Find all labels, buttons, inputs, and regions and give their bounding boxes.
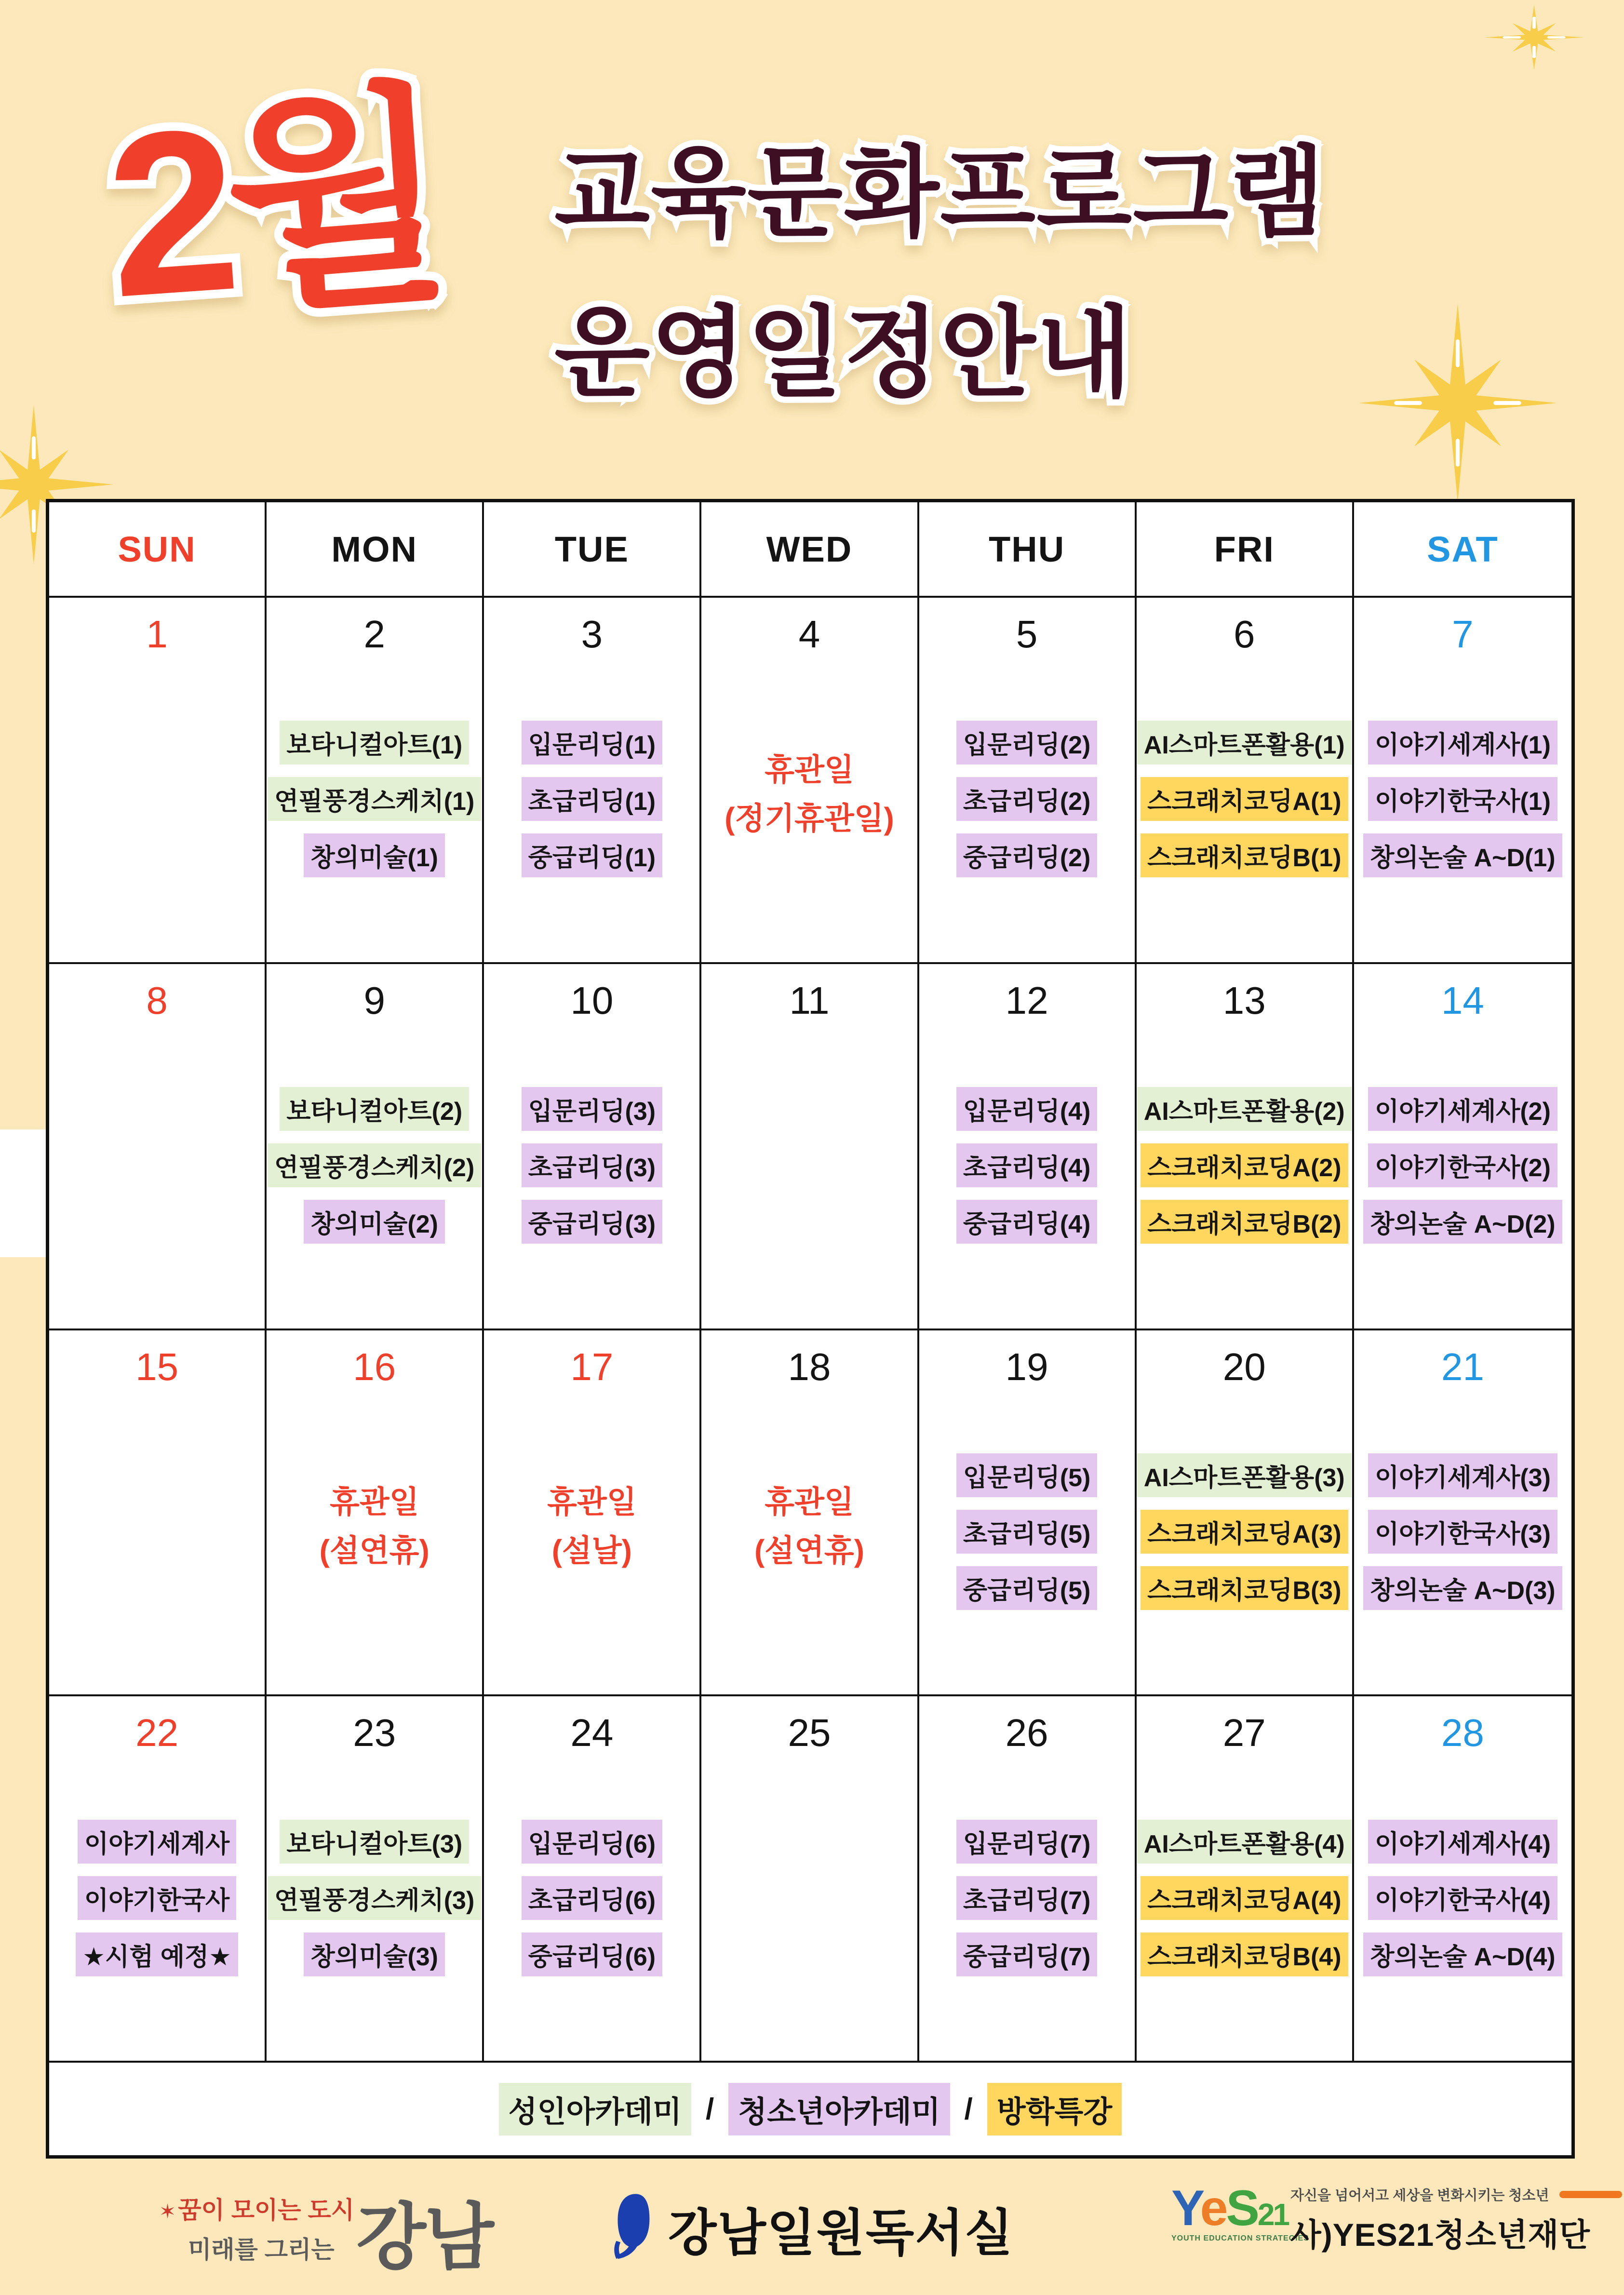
holiday-note-line: (설연휴) <box>319 1533 429 1569</box>
event-label: ★시험 예정★ <box>76 1933 238 1976</box>
day-header-thu: THU <box>919 502 1137 598</box>
gangnam-slogan-line2: 미래를 그리는 <box>188 2236 335 2263</box>
event-list <box>267 670 482 962</box>
event-list <box>1354 1036 1571 1329</box>
date-number: 9 <box>363 979 385 1022</box>
date-number: 24 <box>570 1711 614 1755</box>
calendar-cell <box>267 964 484 1330</box>
date-number: 7 <box>1452 613 1474 656</box>
calendar-cell <box>49 1696 267 2063</box>
day-header-sun: SUN <box>49 502 267 598</box>
event-label: 입문리딩(2) <box>956 721 1097 765</box>
day-header-tue: TUE <box>484 502 701 598</box>
calendar-cell <box>484 964 701 1330</box>
calendar-cell <box>1354 1330 1571 1697</box>
calendar-cell <box>1354 964 1571 1330</box>
event-list <box>919 670 1135 962</box>
calendar-cell <box>919 1696 1137 2063</box>
date-number: 22 <box>135 1711 179 1755</box>
event-label: 이야기한국사(2) <box>1368 1143 1557 1187</box>
date-number: 19 <box>1005 1345 1048 1388</box>
event-label: 이야기한국사 <box>78 1876 236 1920</box>
date-number: 28 <box>1441 1711 1484 1755</box>
yes21-mark <box>1171 2180 1309 2243</box>
event-list <box>49 1036 265 1329</box>
holiday-note <box>484 1403 699 1695</box>
yes21-letter-y: Y <box>1171 2180 1200 2236</box>
event-label: AI스마트폰활용(4) <box>1137 1820 1352 1864</box>
holiday-note <box>267 1403 482 1695</box>
event-list <box>1137 1403 1352 1695</box>
event-label: 중급리딩(1) <box>522 833 662 877</box>
orange-bar-icon <box>1559 2191 1622 2198</box>
date-number: 12 <box>1005 979 1048 1022</box>
day-header-wed: WED <box>701 502 919 598</box>
event-label: 입문리딩(6) <box>522 1820 662 1864</box>
calendar-cell <box>267 1330 484 1697</box>
event-label: 초급리딩(6) <box>522 1876 662 1920</box>
event-label: 이야기세계사 <box>78 1820 236 1864</box>
yes21-letter-s: S <box>1226 2180 1258 2236</box>
date-number: 26 <box>1005 1711 1048 1755</box>
calendar-cell <box>49 964 267 1330</box>
holiday-note-line: (설날) <box>551 1533 632 1569</box>
date-number: 5 <box>1016 613 1038 656</box>
holiday-note-line: 휴관일 <box>329 1485 419 1520</box>
event-list <box>919 1403 1135 1695</box>
event-label: AI스마트폰활용(3) <box>1137 1453 1352 1497</box>
reading-room-icon <box>612 2192 654 2265</box>
legend-item: 성인아카데미 <box>499 2083 691 2135</box>
event-label: 초급리딩(5) <box>956 1510 1097 1554</box>
calendar-cell <box>1354 598 1571 964</box>
date-number: 6 <box>1234 613 1255 656</box>
library-logo <box>612 2192 1014 2265</box>
event-label: 보타니컬아트(1) <box>280 721 469 765</box>
date-number: 20 <box>1222 1345 1266 1388</box>
yes21-subtitle: YOUTH EDUCATION STRATEGIES <box>1171 2234 1309 2242</box>
yes21-tagline-row <box>1290 2185 1622 2204</box>
month-badge: 2월 <box>100 64 448 346</box>
legend-item: 청소년아카데미 <box>728 2083 950 2135</box>
event-list <box>919 1769 1135 2061</box>
sparkle-star-icon <box>1358 304 1557 502</box>
date-number: 4 <box>798 613 820 656</box>
gangnam-slogan-line1 <box>159 2191 354 2226</box>
poster-title <box>554 113 1326 433</box>
date-number: 23 <box>353 1711 396 1755</box>
calendar-cell <box>267 1696 484 2063</box>
event-list <box>919 1036 1135 1329</box>
date-number: 17 <box>570 1345 614 1388</box>
poster-title-line2: 운영일정안내 <box>554 298 1133 409</box>
event-list <box>1354 1769 1571 2061</box>
event-list <box>267 1036 482 1329</box>
event-label: 창의논술 A~D(4) <box>1363 1933 1562 1976</box>
event-list <box>1137 1036 1352 1329</box>
calendar-cell <box>484 1330 701 1697</box>
calendar-cell <box>919 1330 1137 1697</box>
event-label: 스크래치코딩B(3) <box>1141 1566 1348 1610</box>
event-list <box>1354 670 1571 962</box>
event-label: 창의논술 A~D(1) <box>1363 833 1562 877</box>
event-label: 이야기한국사(1) <box>1368 777 1557 821</box>
day-header-mon: MON <box>267 502 484 598</box>
event-label: 창의미술(1) <box>304 833 444 877</box>
library-name: 강남일원독서실 <box>668 2205 1014 2261</box>
event-list <box>701 1036 917 1329</box>
event-list <box>1137 670 1352 962</box>
event-label: 초급리딩(3) <box>522 1143 662 1187</box>
event-label: 연필풍경스케치(1) <box>268 777 481 821</box>
date-number: 2 <box>363 613 385 656</box>
star-icon: ✶ <box>159 2200 176 2223</box>
holiday-note-line: (설연휴) <box>754 1533 865 1569</box>
event-list <box>267 1769 482 2061</box>
calendar-cell <box>701 964 919 1330</box>
calendar-cell <box>49 1330 267 1697</box>
calendar-cell <box>701 598 919 964</box>
decoration-white-strip <box>0 1129 46 1257</box>
event-list <box>1354 1403 1571 1695</box>
event-label: 스크래치코딩B(1) <box>1141 833 1348 877</box>
event-label: 연필풍경스케치(3) <box>268 1876 481 1920</box>
date-number: 25 <box>788 1711 831 1755</box>
gangnam-slogan-line1-text: 꿈이 모이는 도시 <box>178 2197 355 2224</box>
date-number: 16 <box>353 1345 396 1388</box>
event-label: 이야기세계사(3) <box>1368 1453 1557 1497</box>
calendar-cell <box>1137 1696 1354 2063</box>
event-label: 스크래치코딩A(2) <box>1141 1143 1348 1187</box>
holiday-note <box>701 670 917 962</box>
day-header-sat: SAT <box>1354 502 1571 598</box>
event-label: 중급리딩(4) <box>956 1200 1097 1244</box>
event-label: 이야기세계사(1) <box>1368 721 1557 765</box>
event-label: 연필풍경스케치(2) <box>268 1143 481 1187</box>
event-label: 스크래치코딩A(3) <box>1141 1510 1348 1554</box>
calendar-cell <box>919 964 1137 1330</box>
calendar-cell <box>919 598 1137 964</box>
date-number: 11 <box>789 979 830 1022</box>
gangnam-wordmark: 강남 <box>356 2196 492 2278</box>
event-label: 중급리딩(2) <box>956 833 1097 877</box>
calendar-cell <box>701 1330 919 1697</box>
calendar-cell <box>1137 1330 1354 1697</box>
holiday-note-line: 휴관일 <box>765 752 854 787</box>
event-label: AI스마트폰활용(1) <box>1137 721 1352 765</box>
yes21-tagline: 자신을 넘어서고 세상을 변화시키는 청소년 <box>1290 2188 1549 2203</box>
event-label: 스크래치코딩B(4) <box>1141 1933 1348 1976</box>
event-label: 초급리딩(4) <box>956 1143 1097 1187</box>
date-number: 8 <box>146 979 168 1022</box>
calendar-cell <box>484 598 701 964</box>
legend-row <box>49 2063 1571 2155</box>
holiday-note-line: (정기휴관일) <box>725 801 894 836</box>
event-label: 보타니컬아트(2) <box>280 1087 469 1131</box>
legend-item: 방학특강 <box>987 2083 1122 2135</box>
date-number: 10 <box>570 979 614 1022</box>
event-label: 창의논술 A~D(3) <box>1363 1566 1562 1610</box>
event-label: 입문리딩(7) <box>956 1820 1097 1864</box>
yes21-text-block <box>1290 2185 1622 2255</box>
event-list <box>49 1769 265 2061</box>
event-label: 이야기세계사(4) <box>1368 1820 1557 1864</box>
calendar-cell <box>1137 964 1354 1330</box>
yes21-letter-e: e <box>1200 2180 1226 2236</box>
gangnam-slogan <box>159 2191 354 2268</box>
event-label: 초급리딩(7) <box>956 1876 1097 1920</box>
legend-separator: / <box>706 2092 714 2126</box>
event-label: 이야기세계사(2) <box>1368 1087 1557 1131</box>
event-label: 스크래치코딩A(4) <box>1141 1876 1348 1920</box>
date-number: 1 <box>146 613 168 656</box>
date-number: 27 <box>1222 1711 1266 1755</box>
date-number: 18 <box>788 1345 831 1388</box>
event-label: 보타니컬아트(3) <box>280 1820 469 1864</box>
event-label: 입문리딩(4) <box>956 1087 1097 1131</box>
gangnam-district-logo <box>159 2191 492 2278</box>
holiday-note-line: 휴관일 <box>547 1485 637 1520</box>
event-label: 이야기한국사(3) <box>1368 1510 1557 1554</box>
event-label: 초급리딩(1) <box>522 777 662 821</box>
event-label: 중급리딩(5) <box>956 1566 1097 1610</box>
yes21-number-21: 21 <box>1257 2197 1288 2232</box>
date-number: 21 <box>1441 1345 1484 1388</box>
event-list <box>49 670 265 962</box>
event-label: 초급리딩(2) <box>956 777 1097 821</box>
date-number: 15 <box>135 1345 179 1388</box>
event-list <box>484 1036 699 1329</box>
event-list <box>484 670 699 962</box>
event-list <box>1137 1769 1352 2061</box>
sparkle-star-icon <box>1485 5 1584 70</box>
date-number: 3 <box>581 613 603 656</box>
event-label: 스크래치코딩A(1) <box>1141 777 1348 821</box>
calendar-cell <box>267 598 484 964</box>
calendar-cell <box>701 1696 919 2063</box>
yes21-foundation-name: 사)YES21청소년재단 <box>1290 2217 1590 2253</box>
calendar-cell <box>1354 1696 1571 2063</box>
calendar-grid <box>46 499 1575 2159</box>
event-label: AI스마트폰활용(2) <box>1137 1087 1352 1131</box>
event-label: 창의논술 A~D(2) <box>1363 1200 1562 1244</box>
date-number: 14 <box>1441 979 1484 1022</box>
event-label: 이야기한국사(4) <box>1368 1876 1557 1920</box>
event-label: 입문리딩(1) <box>522 721 662 765</box>
legend-separator: / <box>964 2092 973 2126</box>
day-header-fri: FRI <box>1137 502 1354 598</box>
holiday-note <box>701 1403 917 1695</box>
calendar-cell <box>1137 598 1354 964</box>
yes21-logo <box>1171 2180 1622 2255</box>
event-label: 창의미술(2) <box>304 1200 444 1244</box>
event-label: 중급리딩(7) <box>956 1933 1097 1976</box>
event-label: 창의미술(3) <box>304 1933 444 1976</box>
event-list <box>49 1403 265 1695</box>
event-list <box>484 1769 699 2061</box>
date-number: 13 <box>1222 979 1266 1022</box>
yes21-wordmark <box>1171 2180 1288 2236</box>
event-list <box>701 1769 917 2061</box>
event-label: 중급리딩(6) <box>522 1933 662 1976</box>
calendar-cell <box>49 598 267 964</box>
poster-title-line1: 교육문화프로그램 <box>554 138 1326 248</box>
holiday-note-line: 휴관일 <box>765 1485 854 1520</box>
calendar-cell <box>484 1696 701 2063</box>
event-label: 입문리딩(5) <box>956 1453 1097 1497</box>
event-label: 입문리딩(3) <box>522 1087 662 1131</box>
event-label: 스크래치코딩B(2) <box>1141 1200 1348 1244</box>
event-label: 중급리딩(3) <box>522 1200 662 1244</box>
